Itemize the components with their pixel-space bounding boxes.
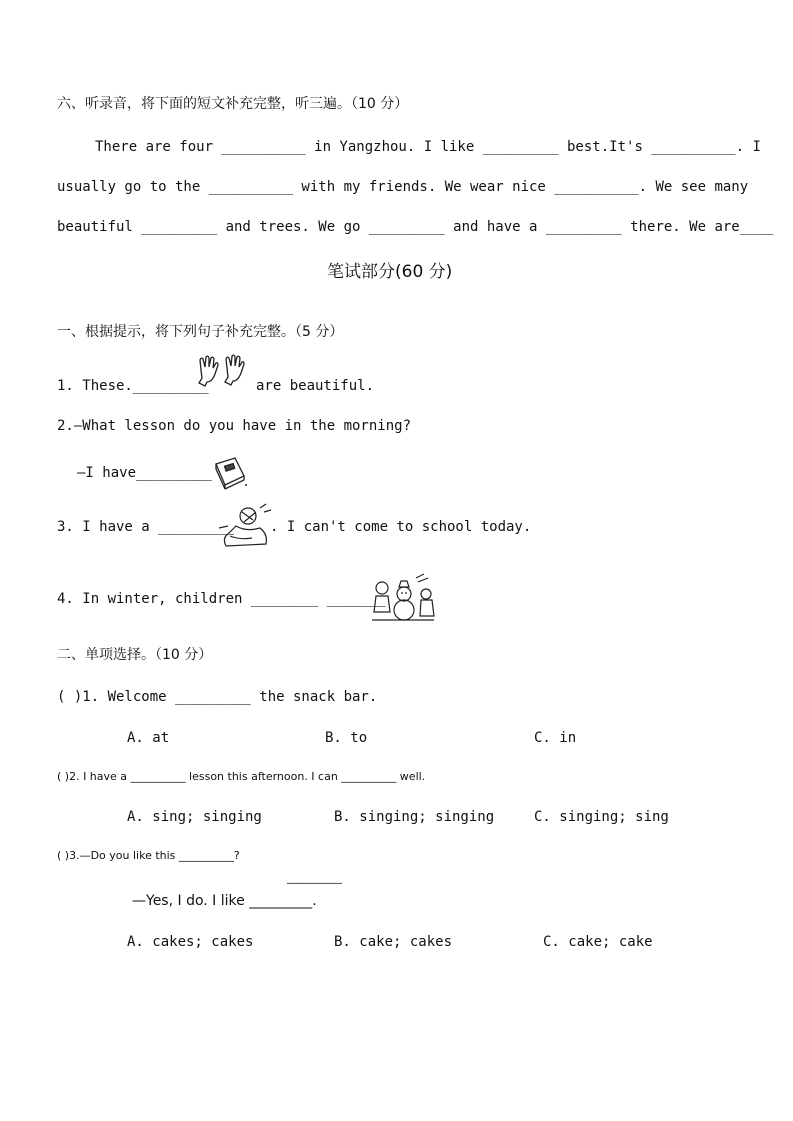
q2-answer: —I have_________ xyxy=(77,465,212,481)
q1-end: are beautiful. xyxy=(256,378,375,394)
passage-line-3: beautiful _________ and trees. We go _________ and have a _________ there. We are____ xyxy=(57,219,774,235)
mc-q1-option-a: A. at xyxy=(127,730,170,746)
snowman-children-icon xyxy=(368,572,438,624)
q2-question: 2.—What lesson do you have in the morning? xyxy=(57,418,412,434)
written-section-title: 笔试部分(60 分) xyxy=(327,262,453,282)
mc-q3-answer: —Yes, I do. I like _________. xyxy=(132,893,317,909)
passage-line-1: There are four __________ in Yangzhou. I like _________ best.It's __________. I xyxy=(95,139,761,155)
part2-heading: 二、单项选择。（10 分） xyxy=(57,647,213,663)
book-icon xyxy=(213,455,247,491)
passage-line-2: usually go to the __________ with my friends. We wear nice __________. We see many xyxy=(57,179,749,195)
q1-start: 1. These._________ xyxy=(57,378,209,394)
section6-heading: 六、听录音，将下面的短文补充完整，听三遍。（10 分） xyxy=(57,96,409,112)
mc-q3: ( )3.—Do you like this __________? xyxy=(57,849,240,862)
mc-q1-option-c: C. in xyxy=(534,730,577,746)
mc-q2-option-c: C. singing; sing xyxy=(534,809,669,825)
mc-q2: ( )2. I have a __________ lesson this afternoon. I can __________ well. xyxy=(57,770,426,783)
mc-q3-option-b: B. cake; cakes xyxy=(334,934,453,950)
sick-child-icon xyxy=(216,500,274,550)
mc-q2-option-b: B. singing; singing xyxy=(334,809,495,825)
mc-q3-extra-blank: __________ xyxy=(287,871,342,884)
q3-start: 3. I have a _________ xyxy=(57,519,235,535)
mc-q2-option-a: A. sing; singing xyxy=(127,809,262,825)
mc-q3-option-c: C. cake; cake xyxy=(543,934,653,950)
mc-q1: ( )1. Welcome _________ the snack bar. xyxy=(57,689,378,705)
mc-q1-option-b: B. to xyxy=(325,730,368,746)
q3-end: . I can't come to school today. xyxy=(270,519,532,535)
mc-q3-option-a: A. cakes; cakes xyxy=(127,934,254,950)
part1-heading: 一、根据提示，将下列句子补充完整。（5 分） xyxy=(57,324,344,340)
gloves-icon xyxy=(197,354,249,390)
q4-question: 4. In winter, children ________ _______ xyxy=(57,591,386,607)
